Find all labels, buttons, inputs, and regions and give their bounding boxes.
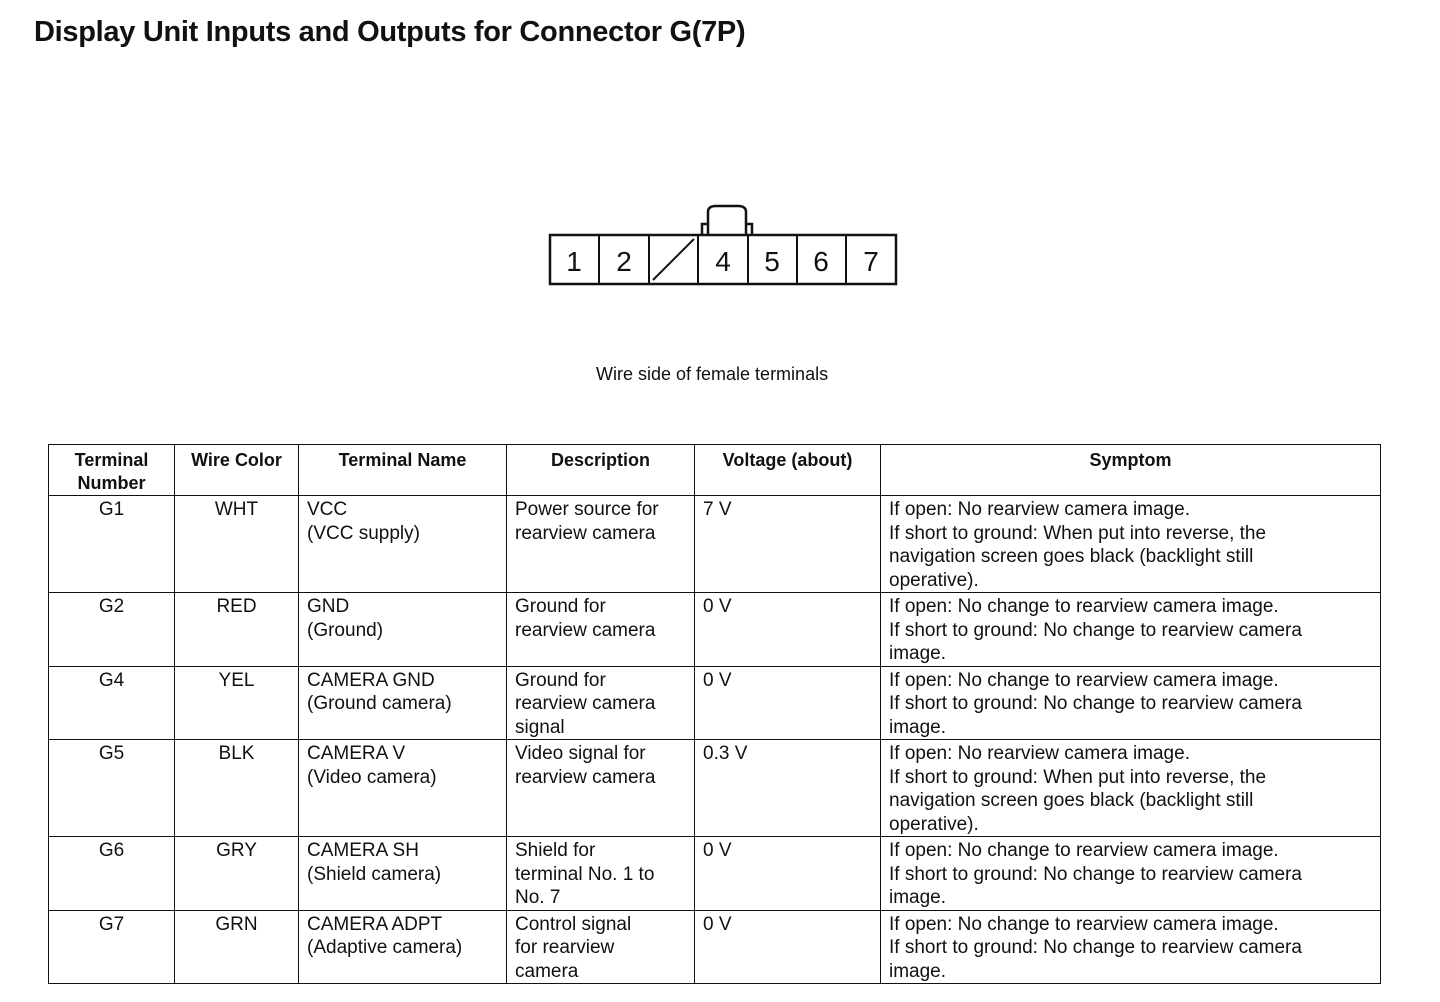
table-row — [49, 740, 1381, 837]
terminal-name-cell: CAMERA SH (Shield camera) — [299, 837, 507, 911]
symptom-cell: If open: No change to rearview camera image. If short to ground: No change to rearview camera image. — [881, 910, 1381, 984]
connector-pin-label: 1 — [566, 246, 582, 277]
wire-color-cell: RED — [175, 593, 299, 667]
table-row — [49, 496, 1381, 593]
connector-pin-label: 5 — [764, 246, 780, 277]
terminal-cell: G2 — [49, 593, 175, 667]
wire-color-cell: GRY — [175, 837, 299, 911]
terminal-cell: G5 — [49, 740, 175, 837]
connector-pin-label: 4 — [715, 246, 731, 277]
connector-empty-pin-slash — [653, 239, 694, 280]
wire-color-cell: YEL — [175, 666, 299, 740]
terminal-cell: G1 — [49, 496, 175, 593]
terminal-cell: G7 — [49, 910, 175, 984]
voltage-cell: 0 V — [695, 666, 881, 740]
terminal-name-cell: CAMERA V (Video camera) — [299, 740, 507, 837]
terminal-name-cell: GND (Ground) — [299, 593, 507, 667]
wire-color-cell: BLK — [175, 740, 299, 837]
connector-lock-shoulders — [702, 224, 752, 235]
pin-table — [48, 444, 1381, 984]
connector-diagram — [540, 198, 910, 298]
header-terminal-name: Terminal Name — [299, 445, 507, 496]
description-cell: Ground for rearview camera signal — [507, 666, 695, 740]
table-row — [49, 910, 1381, 984]
wire-color-cell: GRN — [175, 910, 299, 984]
description-cell: Control signal for rearview camera — [507, 910, 695, 984]
terminal-name-cell: CAMERA GND (Ground camera) — [299, 666, 507, 740]
connector-pin-label: 2 — [616, 246, 632, 277]
voltage-cell: 0 V — [695, 910, 881, 984]
table-row — [49, 837, 1381, 911]
header-terminal-number: Terminal Number — [49, 445, 175, 496]
terminal-cell: G4 — [49, 666, 175, 740]
terminal-cell: G6 — [49, 837, 175, 911]
wire-color-cell: WHT — [175, 496, 299, 593]
connector-lock-tab — [708, 206, 746, 235]
symptom-cell: If open: No change to rearview camera image. If short to ground: No change to rearview camera image. — [881, 837, 1381, 911]
connector-caption: Wire side of female terminals — [596, 364, 829, 384]
description-cell: Power source for rearview camera — [507, 496, 695, 593]
description-cell: Shield for terminal No. 1 to No. 7 — [507, 837, 695, 911]
voltage-cell: 7 V — [695, 496, 881, 593]
table-row — [49, 666, 1381, 740]
table-row — [49, 593, 1381, 667]
header-voltage: Voltage (about) — [695, 445, 881, 496]
symptom-cell: If open: No change to rearview camera image. If short to ground: No change to rearview camera image. — [881, 593, 1381, 667]
symptom-cell: If open: No change to rearview camera image. If short to ground: No change to rearview camera image. — [881, 666, 1381, 740]
header-symptom: Symptom — [881, 445, 1381, 496]
header-wire-color: Wire Color — [175, 445, 299, 496]
page-title: Display Unit Inputs and Outputs for Connector G(7P) — [34, 16, 746, 48]
table-header-row — [49, 445, 1381, 496]
header-description: Description — [507, 445, 695, 496]
terminal-name-cell: CAMERA ADPT (Adaptive camera) — [299, 910, 507, 984]
voltage-cell: 0 V — [695, 593, 881, 667]
terminal-name-cell: VCC (VCC supply) — [299, 496, 507, 593]
symptom-cell: If open: No rearview camera image. If short to ground: When put into reverse, the navigation screen goes black (backlight still operative). — [881, 740, 1381, 837]
voltage-cell: 0 V — [695, 837, 881, 911]
description-cell: Video signal for rearview camera — [507, 740, 695, 837]
connector-svg — [540, 198, 910, 298]
voltage-cell: 0.3 V — [695, 740, 881, 837]
connector-pin-label: 7 — [863, 246, 879, 277]
symptom-cell: If open: No rearview camera image. If short to ground: When put into reverse, the navigation screen goes black (backlight still operative). — [881, 496, 1381, 593]
description-cell: Ground for rearview camera — [507, 593, 695, 667]
connector-pin-label: 6 — [813, 246, 829, 277]
